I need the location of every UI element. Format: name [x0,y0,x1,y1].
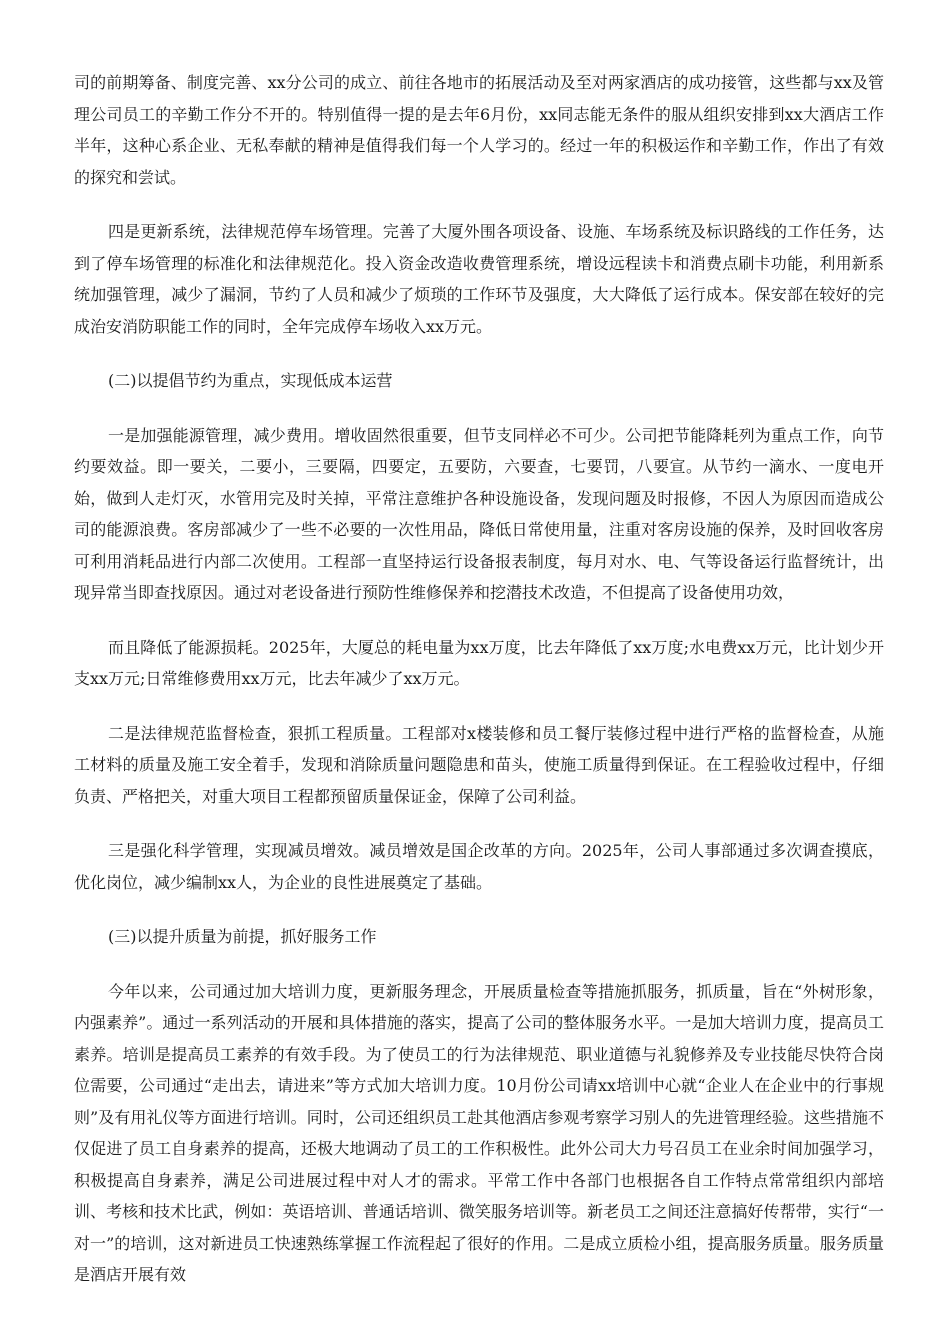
paragraph-continuation: 司的前期筹备、制度完善、xx分公司的成立、前往各地市的拓展活动及至对两家酒店的成功接管，这些都与xx及管理公司员工的辛勤工作分不开的。特别值得一提的是去年6月份，xx同志能无条件的服从组织安排到xx大酒店工作半年，这种心系企业、无私奉献的精神是值得我们每一个人学习的。经过一年的积极运作和辛勤工作，作出了有效的探究和尝试。 [74,73,884,187]
section-heading-cost-saving: (二)以提倡节约为重点，实现低成本运营 [108,371,393,390]
paragraph-engineering-quality: 二是法律规范监督检查，狠抓工程质量。工程部对x楼装修和员工餐厅装修过程中进行严格的监督检查，从施工材料的质量及施工安全着手，发现和消除质量问题隐患和苗头，使施工质量得到保证。在工程验收过程中，仔细负责、严格把关，对重大项目工程都预留质量保证金，保障了公司利益。 [74,723,884,806]
paragraph-energy-figures: 而且降低了能源损耗。2025年，大厦总的耗电量为xx万度，比去年降低了xx万度;水电费xx万元，比计划少开支xx万元;日常维修费用xx万元，比去年减少了xx万元。 [74,637,884,688]
section-heading-service-quality: (三)以提升质量为前提，抓好服务工作 [108,927,377,946]
paragraph-training-service: 今年以来，公司通过加大培训力度，更新服务理念，开展质量检查等措施抓服务，抓质量，旨在“外树形象，内强素养”。通过一系列活动的开展和具体措施的落实，提高了公司的整体服务水平。一是加大培训力度，提高员工素养。培训是提高员工素养的有效手段。为了使员工的行为法律规范、职业道德与礼貌修养及专业技能尽快符合岗位需要，公司通过“走出去，请进来”等方式加大培训力度。10月份公司请xx培训中心就“企业人在企业中的行事规则”及有用礼仪等方面进行培训。同时，公司还组织员工赴其他酒店参观考察学习别人的先进管理经验。这些措施不仅促进了员工自身素养的提高，还极大地调动了员工的工作积极性。此外公司大力号召员工在业余时间加强学习，积极提高自身素养，满足公司进展过程中对人才的需求。平常工作中各部门也根据各自工作特点常常组织内部培训、考核和技术比武，例如：英语培训、普通话培训、微笑服务培训等。新老员工之间还注意搞好传帮带，实行“一对一”的培训，这对新进员工快速熟练掌握工作流程起了很好的作用。二是成立质检小组，提高服务质量。服务质量是酒店开展有效 [74,981,884,1284]
document-body [74,67,884,1314]
paragraph-parking-management: 四是更新系统，法律规范停车场管理。完善了大厦外围各项设备、设施、车场系统及标识路线的工作任务，达到了停车场管理的标准化和法律规范化。投入资金改造收费管理系统，增设远程读卡和消费点刷卡功能，利用新系统加强管理，减少了漏洞，节约了人员和减少了烦琐的工作环节及强度，大大降低了运行成本。保安部在较好的完成治安消防职能工作的同时，全年完成停车场收入xx万元。 [74,222,884,336]
paragraph-staff-efficiency: 三是强化科学管理，实现减员增效。减员增效是国企改革的方向。2025年，公司人事部通过多次调查摸底，优化岗位，减少编制xx人，为企业的良性进展奠定了基础。 [74,841,884,892]
paragraph-energy-management: 一是加强能源管理，减少费用。增收固然很重要，但节支同样必不可少。公司把节能降耗列为重点工作，向节约要效益。即一要关，二要小，三要隔，四要定，五要防，六要查，七要罚，八要宣。从节约一滴水、一度电开始，做到人走灯灭，水管用完及时关掉，平常注意维护各种设施设备，发现问题及时报修，不因人为原因而造成公司的能源浪费。客房部减少了一些不必要的一次性用品，降低日常使用量，注重对客房设施的保养，及时回收客房可利用消耗品进行内部二次使用。工程部一直坚持运行设备报表制度，每月对水、电、气等设备运行监督统计，出现异常当即查找原因。通过对老设备进行预防性维修保养和挖潜技术改造，不但提高了设备使用功效， [74,425,884,602]
